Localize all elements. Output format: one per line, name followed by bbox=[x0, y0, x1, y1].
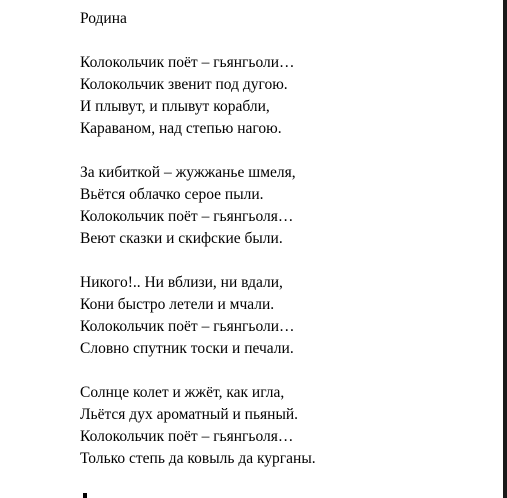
poem-line: За кибиткой – жужжанье шмеля, bbox=[80, 164, 296, 181]
stanza-4 bbox=[80, 382, 495, 470]
stanza-2 bbox=[80, 162, 495, 250]
stanza-1 bbox=[80, 52, 495, 140]
poem-line: Караваном, над степью нагою. bbox=[80, 120, 282, 137]
poem-line: Веют сказки и скифские были. bbox=[80, 230, 283, 247]
poem-line: Никого!.. Ни вблизи, ни вдали, bbox=[80, 274, 283, 291]
poem-line: Колокольчик поёт – гьянгьоли… bbox=[80, 318, 295, 335]
poem-line: Колокольчик поёт – гьянгьоли… bbox=[80, 54, 295, 71]
window-edge-divider bbox=[503, 0, 507, 498]
poem-line: Колокольчик поёт – гьянгьоля… bbox=[80, 428, 294, 445]
poem-line: Льётся дух ароматный и пьяный. bbox=[80, 406, 299, 423]
poem-line: Солнце колет и жжёт, как игла, bbox=[80, 384, 285, 401]
poem-line: Колокольчик поёт – гьянгьоля… bbox=[80, 208, 294, 225]
poem-line: Колокольчик звенит под дугою. bbox=[80, 76, 288, 93]
stanza-3 bbox=[80, 272, 495, 360]
poem-line: Вьётся облачко серое пыли. bbox=[80, 186, 264, 203]
poem-title: Родина bbox=[80, 10, 127, 27]
poem-line: Словно спутник тоски и печали. bbox=[80, 340, 294, 357]
cut-off-text-fragment bbox=[83, 493, 87, 498]
poem bbox=[80, 8, 495, 492]
poem-line: Только степь да ковыль да курганы. bbox=[80, 450, 316, 467]
poem-line: И плывут, и плывут корабли, bbox=[80, 98, 270, 115]
poem-line: Кони быстро летели и мчали. bbox=[80, 296, 275, 313]
